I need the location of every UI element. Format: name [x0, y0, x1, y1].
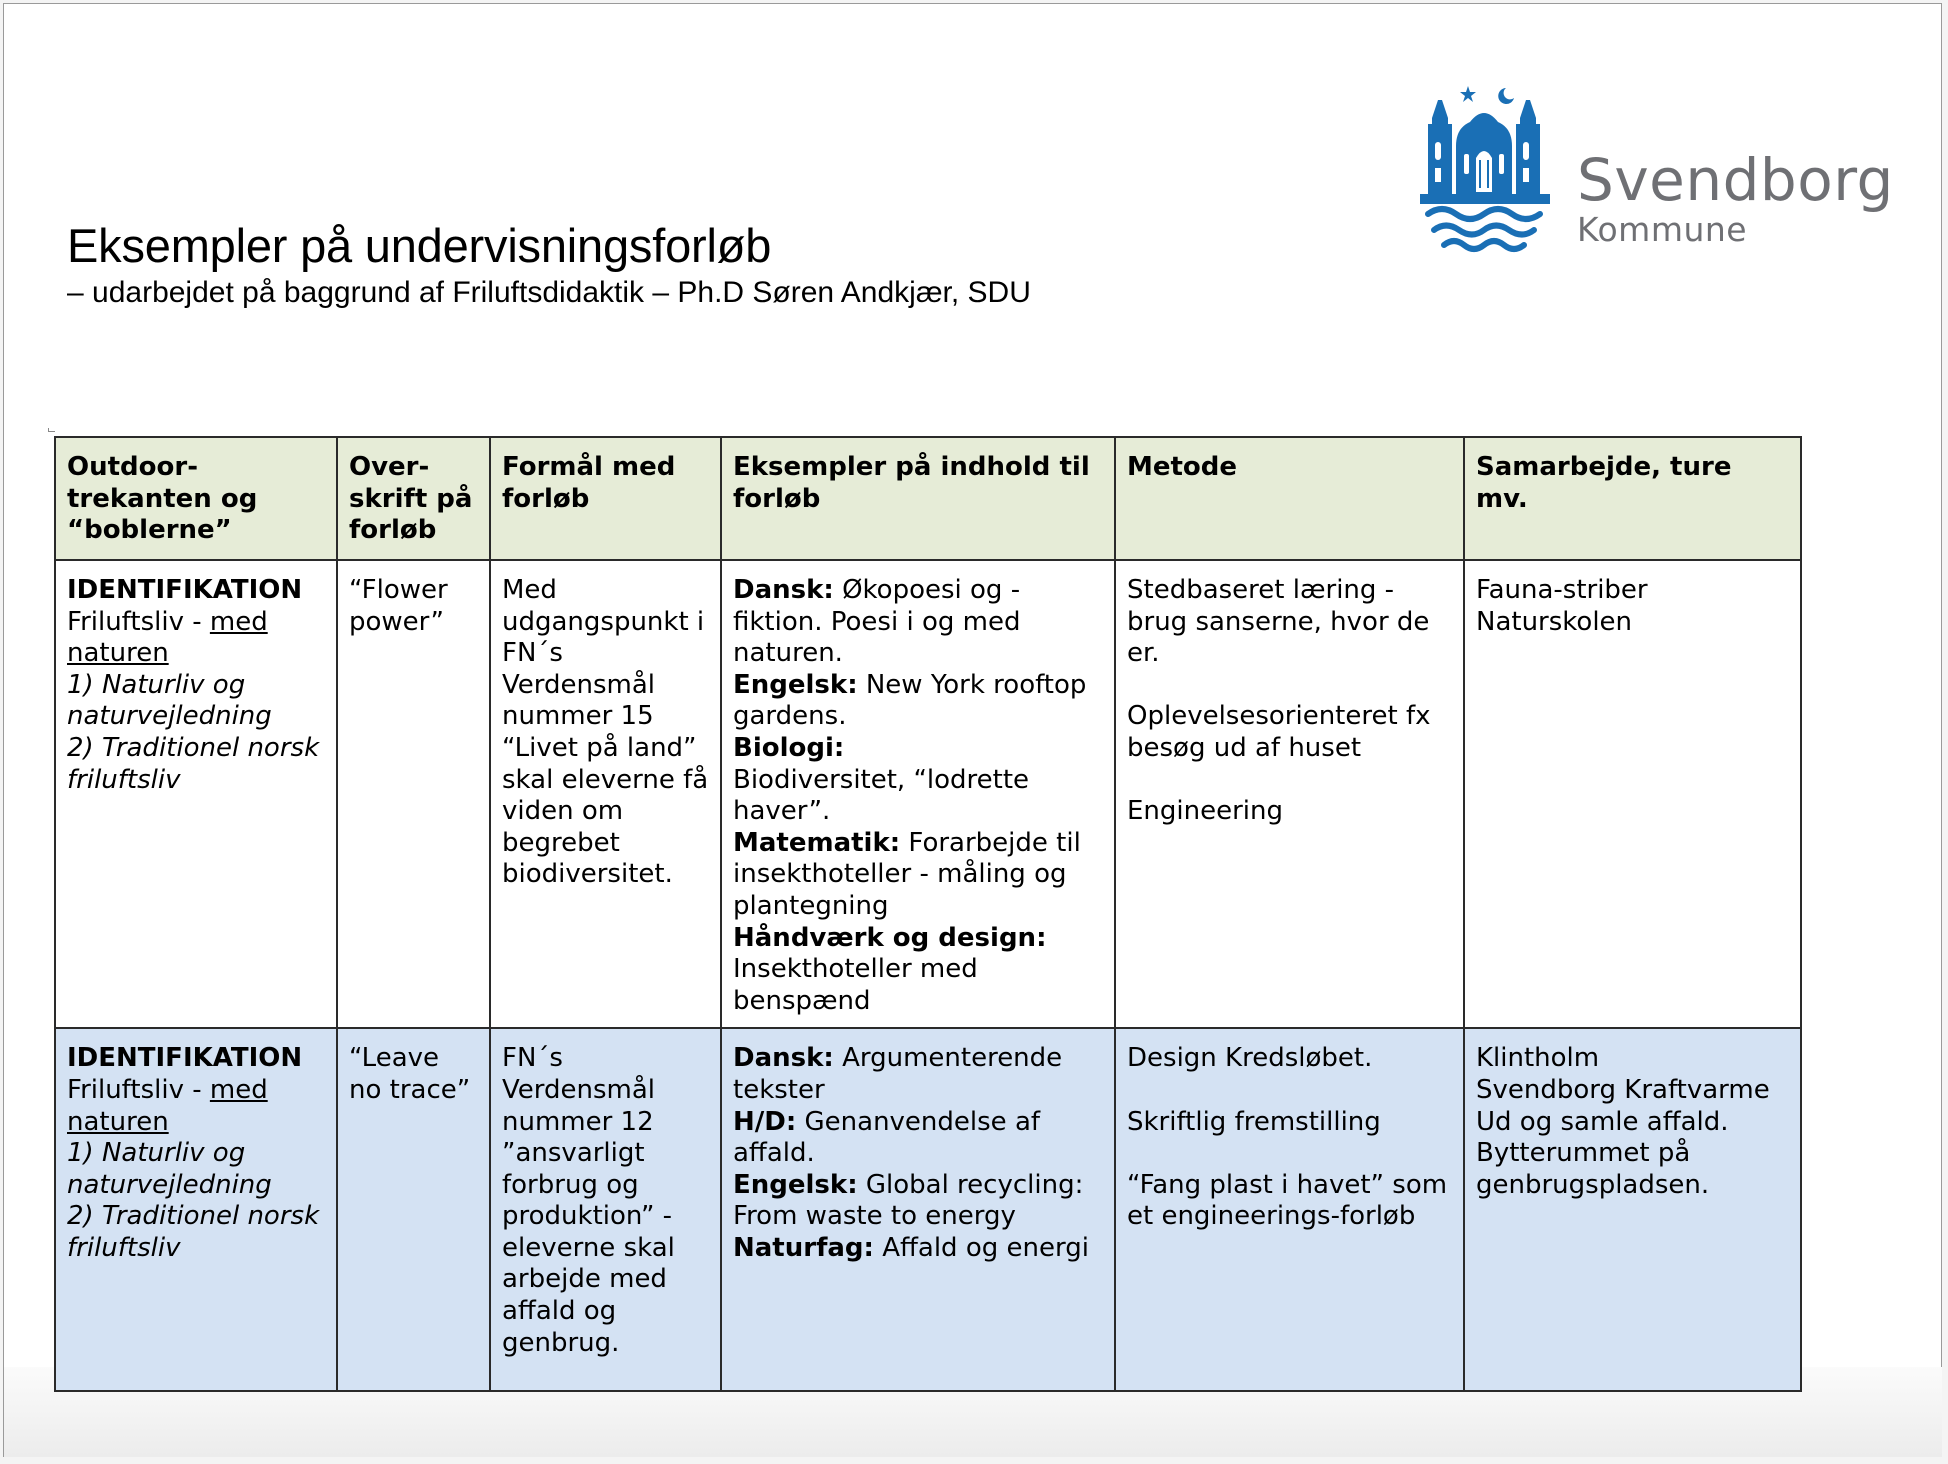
samarbejde-line: Bytterummet på genbrugspladsen.: [1476, 1138, 1710, 1200]
subject-entry: [733, 733, 1103, 828]
column-header-metode: Metode: [1115, 437, 1464, 560]
subject-text: Global recycling: From waste to energy: [733, 1169, 1084, 1232]
metode-line: Design Kredsløbet.: [1127, 1043, 1373, 1074]
samarbejde-line: Fauna-striber: [1476, 575, 1648, 605]
subject-label: Naturfag:: [733, 1232, 874, 1263]
metode-line: Stedbaseret læring - brug sanserne, hvor de er.: [1127, 575, 1430, 669]
friluftsliv-text: Friluftsliv -: [67, 1074, 210, 1105]
metode-line: Engineering: [1127, 796, 1283, 827]
subject-label: H/D:: [733, 1106, 797, 1137]
subject-entry: [733, 1170, 1103, 1233]
cell-samarbejde: [1464, 1028, 1801, 1391]
subject-entry: [733, 1107, 1103, 1170]
cell-heading: IDENTIFIKATION: [67, 1043, 303, 1074]
subject-label: Biologi:: [733, 732, 845, 763]
page-title: Eksempler på undervisningsforløb: [67, 219, 772, 272]
column-header-samarbejde: Samarbejde, ture mv.: [1464, 437, 1801, 560]
subject-text: New York rooftop gardens.: [733, 669, 1087, 732]
friluftsliv-line: [67, 1075, 325, 1107]
subject-text: Argumenterende tekster: [733, 1043, 1063, 1105]
logo-subtitle: Kommune: [1577, 210, 1748, 249]
friluftsliv-text: Friluftsliv -: [67, 606, 210, 637]
subject-entry: [733, 575, 1103, 670]
cell-formaal: FN´s Verdensmål nummer 12 ”ansvarligt forbrug og produktion” - eleverne skal arbejde med affald og genbrug.: [490, 1028, 721, 1391]
cell-overskrift: “Leave no trace”: [337, 1028, 490, 1391]
page-subtitle: – udarbejdet på baggrund af Friluftsdidaktik – Ph.D Søren Andkjær, SDU: [67, 276, 1031, 309]
metode-line: Skriftlig fremstilling: [1127, 1106, 1381, 1137]
friluftsliv-line: [67, 607, 325, 639]
naturen-text: naturen: [67, 1106, 169, 1137]
subject-text: Økopoesi og -fiktion. Poesi i og med naturen.: [733, 575, 1021, 669]
cell-heading: IDENTIFIKATION: [67, 575, 303, 605]
cell-eksempler: [721, 1028, 1115, 1391]
subitem-1: 1) Naturliv og naturvejledning: [67, 1138, 272, 1200]
cell-eksempler: [721, 560, 1115, 1028]
logo-name: Svendborg: [1577, 146, 1894, 214]
column-header-eksempler: Eksempler på indhold til forløb: [721, 437, 1115, 560]
med-link-text: med: [209, 606, 268, 637]
course-table: [54, 436, 1802, 1392]
subject-label: Engelsk:: [733, 669, 858, 700]
subject-entry: [733, 670, 1103, 733]
subject-text: Genanvendelse af affald.: [733, 1106, 1041, 1169]
subject-label: Dansk:: [733, 575, 834, 605]
subject-entry: [733, 828, 1103, 923]
subject-text: Biodiversitet, “lodrette haver”.: [733, 764, 1030, 827]
subject-text: Insekthoteller med benspænd: [733, 954, 978, 1016]
subject-label: Matematik:: [733, 827, 901, 858]
corner-mark: [48, 428, 55, 432]
cell-outdoor: [55, 1028, 337, 1391]
table-header-row: [55, 437, 1801, 560]
naturen-text: naturen: [67, 638, 169, 669]
metode-line: “Fang plast i havet” som et engineerings-forløb: [1127, 1169, 1448, 1232]
table-row: [55, 560, 1801, 1028]
cell-metode: [1115, 1028, 1464, 1391]
subject-label: Håndværk og design:: [733, 922, 1047, 953]
subject-label: Engelsk:: [733, 1169, 858, 1200]
subject-text: Affald og energi: [873, 1232, 1089, 1263]
samarbejde-line: Svendborg Kraftvarme: [1476, 1074, 1770, 1105]
samarbejde-line: Naturskolen: [1476, 606, 1633, 637]
med-link-text: med: [209, 1074, 268, 1105]
subject-text: Forarbejde til insekthoteller - måling og plantegning: [733, 827, 1081, 921]
subitem-2: 2) Traditionel norsk friluftsliv: [67, 732, 320, 795]
subject-entry: [733, 1043, 1103, 1106]
subject-entry: [733, 923, 1103, 1018]
subitem-1: 1) Naturliv og naturvejledning: [67, 669, 272, 732]
cell-formaal: Med udgangspunkt i FN´s Verdensmål nummer 15 “Livet på land” skal eleverne få viden om begrebet biodiversitet.: [490, 560, 721, 1028]
svendborg-coat-of-arms-icon: [1420, 84, 1550, 254]
cell-overskrift: “Flower power”: [337, 560, 490, 1028]
column-header-formaal: Formål med forløb: [490, 437, 721, 560]
cell-outdoor: [55, 560, 337, 1028]
samarbejde-line: Ud og samle affald.: [1476, 1106, 1729, 1137]
subject-entry: [733, 1233, 1103, 1265]
subject-label: Dansk:: [733, 1043, 834, 1074]
column-header-overskrift: Over-skrift på forløb: [337, 437, 490, 560]
metode-line: Oplevelsesorienteret fx besøg ud af huset: [1127, 701, 1431, 763]
samarbejde-line: Klintholm: [1476, 1043, 1600, 1074]
column-header-outdoor: Outdoor-trekanten og “boblerne”: [55, 437, 337, 560]
cell-metode: [1115, 560, 1464, 1028]
cell-samarbejde: [1464, 560, 1801, 1028]
subitem-2: 2) Traditionel norsk friluftsliv: [67, 1201, 320, 1263]
table-row: [55, 1028, 1801, 1391]
